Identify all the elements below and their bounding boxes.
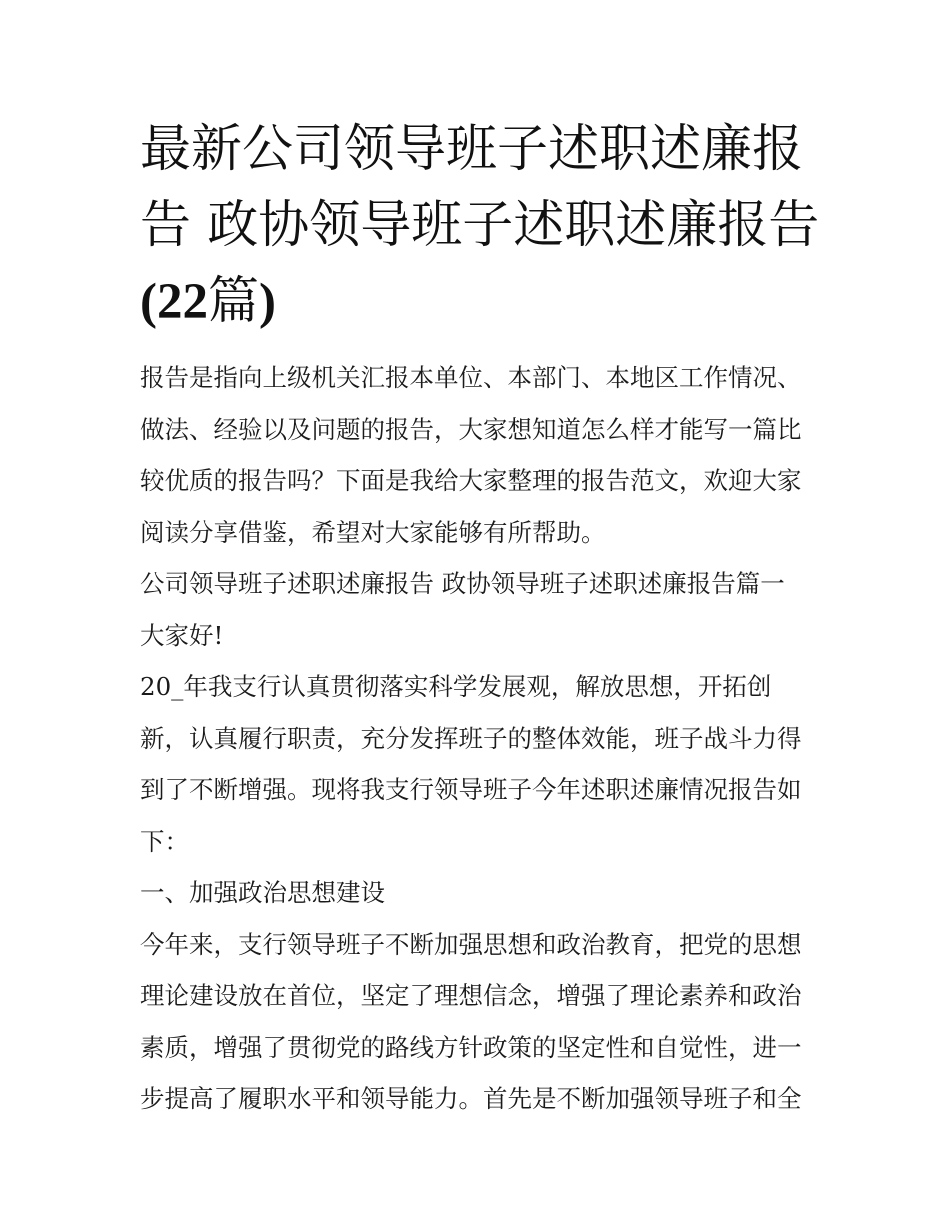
title-count-close: ): [259, 274, 276, 330]
body-line-8: 新，认真履行职责，充分发挥班子的整体效能，班子战斗力得: [140, 723, 802, 753]
section-heading-report: 公司领导班子述职述廉报告 政协领导班子述职述廉报告篇一: [140, 569, 785, 598]
title-line-2: 告 政协领导班子述职述廉报告: [140, 196, 820, 255]
title-count-open: (22: [140, 274, 208, 330]
body-line-14: 素质，增强了贯彻党的路线方针政策的坚定性和自觉性，进一: [140, 1032, 802, 1062]
document-title: [140, 112, 820, 340]
body-line-3: 较优质的报告吗？下面是我给大家整理的报告范文，欢迎大家: [140, 466, 802, 495]
body-line-4: 阅读分享借鉴，希望对大家能够有所帮助。: [140, 517, 606, 547]
body-line-13: 理论建设放在首位，坚定了理想信念，增强了理论素养和政治: [140, 981, 802, 1010]
section-heading-1: 一、加强政治思想建设: [140, 878, 385, 907]
title-line-1: 最新公司领导班子述职述廉报: [140, 120, 804, 179]
body-line-9: 到了不断增强。现将我支行领导班子今年述职述廉情况报告如: [140, 775, 802, 804]
body-line-12: 今年来，支行领导班子不断加强思想和政治教育，把党的思想: [140, 929, 802, 959]
body-line-1: 报告是指向上级机关汇报本单位、本部门、本地区工作情况、: [140, 363, 802, 392]
title-line-3: [140, 264, 820, 340]
body-line-2: 做法、经验以及问题的报告，大家想知道怎么样才能写一篇比: [140, 414, 802, 444]
body-line-10: 下：: [140, 826, 189, 856]
body-line-15: 步提高了履职水平和领导能力。首先是不断加强领导班子和全: [140, 1084, 802, 1113]
document-body: [140, 352, 820, 1125]
title-count-char: 篇: [207, 272, 259, 331]
greeting-line: 大家好!: [140, 620, 224, 650]
body-line-7: 20_年我支行认真贯彻落实科学发展观，解放思想，开拓创: [140, 672, 772, 701]
